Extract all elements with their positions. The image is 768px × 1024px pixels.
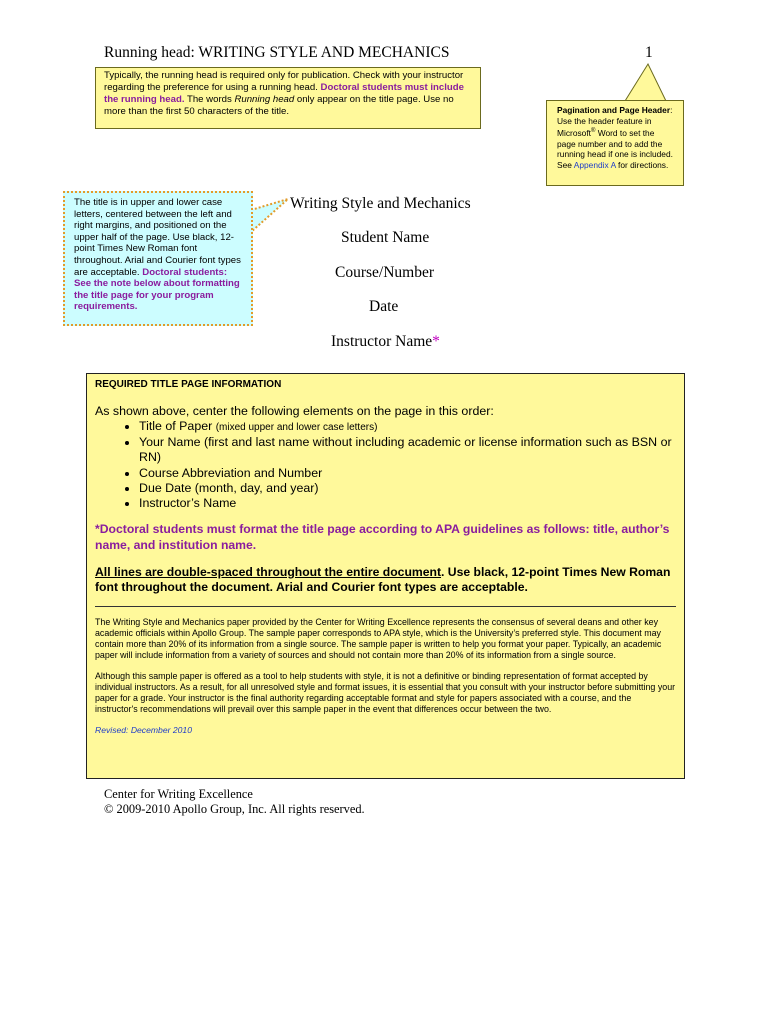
callout-bold: Pagination and Page Header bbox=[557, 105, 671, 115]
pagination-pointer bbox=[625, 64, 666, 101]
instructor-name-text: Instructor Name bbox=[331, 333, 433, 350]
list-item-text: Your Name (first and last name without including academic or license information such as BSN or RN) bbox=[139, 435, 672, 465]
footer-org: Center for Writing Excellence bbox=[104, 787, 253, 801]
callout-highlight: Doctoral students: See the note below about formatting the title page for your program requirements. bbox=[74, 266, 240, 313]
list-item bbox=[139, 435, 676, 465]
list-item-note: (mixed upper and lower case letters) bbox=[215, 422, 378, 433]
registered-mark: ® bbox=[590, 128, 596, 135]
list-item-text: Course Abbreviation and Number bbox=[139, 465, 323, 480]
doctoral-note: *Doctoral students must format the title page according to APA guidelines as follows: title, author’s name, and institution name. bbox=[95, 522, 670, 552]
title-callout bbox=[63, 191, 253, 326]
list-item bbox=[139, 466, 676, 481]
required-info-box bbox=[86, 373, 685, 779]
info-intro: As shown above, center the following elements on the page in this order: bbox=[95, 404, 494, 418]
appendix-a-link[interactable]: Appendix A bbox=[573, 159, 616, 170]
list-item bbox=[139, 496, 676, 511]
divider bbox=[95, 606, 676, 607]
paper-title: Writing Style and Mechanics bbox=[290, 195, 471, 212]
paragraph-disclaimer: Although this sample paper is offered as a tool to help students with style, it is not a definitive or binding representation of format accepted by individual instructors. As a result, for all unresolved style and format issues, it is essential that you consult with your instructor before submitting your paper for a grade. Your instructor is the final authority regarding acceptable format and style for papers associated with a course, and the instructor's recommendations will prevail over this sample paper in the event that differences occur between the two. bbox=[95, 671, 676, 715]
running-head: Running head: WRITING STYLE AND MECHANICS bbox=[104, 44, 450, 61]
callout-text: : Use the header feature in Microsoft bbox=[557, 105, 673, 138]
date: Date bbox=[369, 298, 399, 315]
pagination-callout bbox=[546, 100, 684, 186]
double-spaced-rest: . Use black, 12-point Times New Roman font throughout the document. Arial and Courier font types are acceptable. bbox=[95, 564, 671, 595]
list-item bbox=[139, 481, 676, 496]
list-item bbox=[139, 419, 676, 435]
callout-highlight: Doctoral students must include the running head. bbox=[104, 82, 464, 105]
title-pointer bbox=[251, 199, 288, 232]
footer bbox=[104, 787, 365, 817]
list-item-text: Instructor’s Name bbox=[139, 496, 237, 511]
callout-italic: Running head bbox=[234, 94, 295, 105]
revised-date: Revised: December 2010 bbox=[95, 725, 192, 736]
callout-text: for directions. bbox=[618, 159, 669, 170]
callout-text: Word to set the page number and to add the running head if one is included. See bbox=[557, 127, 673, 170]
info-list bbox=[95, 419, 676, 511]
callout-text: The words bbox=[186, 94, 232, 105]
double-spaced-note bbox=[95, 565, 676, 596]
running-head-callout bbox=[95, 67, 481, 129]
instructor-name bbox=[331, 333, 440, 351]
footer-copyright: © 2009-2010 Apollo Group, Inc. All rights reserved. bbox=[104, 802, 365, 816]
callout-text: only appear on the title page. Use no more than the first 50 characters of the title. bbox=[104, 94, 454, 117]
list-item-text: Title of Paper bbox=[139, 419, 213, 433]
callout-text: The title is in upper and lower case letters, centered between the left and right margins, and positioned on the upper half of the page. Use black, 12-point Times New Roman font throughout. Arial and Courier font types are acceptable. bbox=[74, 197, 241, 278]
asterisk: * bbox=[432, 333, 440, 350]
callout-text: Typically, the running head is required only for publication. Check with your instructor regarding the preference for using a running head. bbox=[104, 70, 464, 93]
student-name: Student Name bbox=[341, 229, 430, 246]
info-heading: REQUIRED TITLE PAGE INFORMATION bbox=[95, 379, 282, 390]
paragraph-consensus: The Writing Style and Mechanics paper provided by the Center for Writing Excellence represents the consensus of several deans and other key academic officials within Apollo Group. The sample paper corresponds to APA style, which is the University’s preferred style. This document may contain more than 20% of its information from a single source. The sample paper is written to help you format your paper. Typically, an academic paper will include information from a variety of sources and should not contain more than 20% of its information from a single source. bbox=[95, 617, 662, 661]
course-number: Course/Number bbox=[335, 264, 435, 281]
page-number: 1 bbox=[645, 44, 653, 61]
list-item-text: Due Date (month, day, and year) bbox=[139, 480, 319, 495]
double-spaced-bold: All lines are double-spaced throughout the entire document bbox=[95, 564, 442, 579]
